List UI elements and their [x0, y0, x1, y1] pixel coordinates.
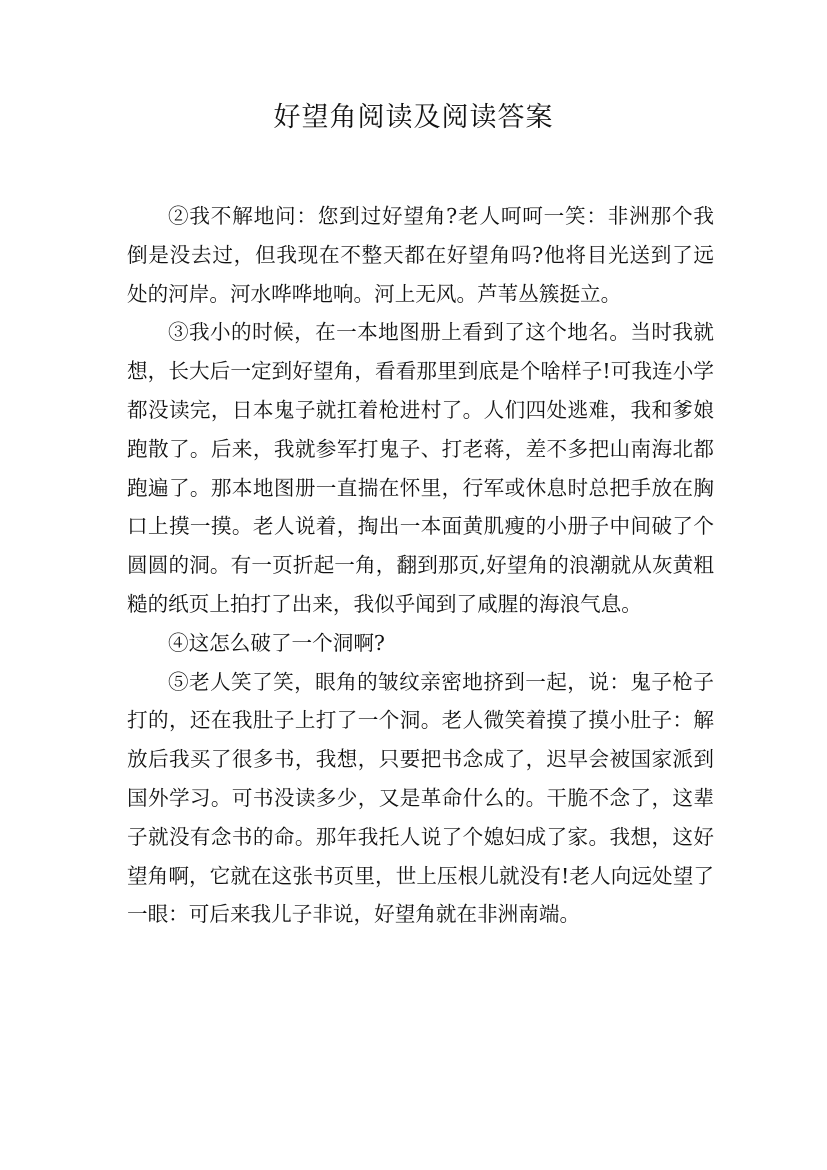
paragraph-5: ⑤老人笑了笑，眼角的皱纹亲密地挤到一起，说：鬼子枪子打的，还在我肚子上打了一个洞。老人微笑着摸了摸小肚子：解放后我买了很多书，我想，只要把书念成了，迟早会被国家派到国外学习。可书没读多少，又是革命什么的。干脆不念了，这辈子就没有念书的命。那年我托人说了个媳妇成了家。我想，这好望角啊，它就在这张书页里，世上压根儿就没有!老人向远处望了一眼：可后来我儿子非说，好望角就在非洲南端。 — [127, 669, 714, 927]
document-body — [127, 197, 714, 934]
paragraph-3: ③我小的时候，在一本地图册上看到了这个地名。当时我就想，长大后一定到好望角，看看那里到底是个啥样子!可我连小学都没读完，日本鬼子就扛着枪进村了。人们四处逃难，我和爹娘跑散了。后来，我就参军打鬼子、打老蒋，差不多把山南海北都跑遍了。那本地图册一直揣在怀里，行军或休息时总把手放在胸口上摸一摸。老人说着，掏出一本面黄肌瘦的小册子中间破了个圆圆的洞。有一页折起一角，翻到那页,好望角的浪潮就从灰黄粗糙的纸页上拍打了出来，我似乎闻到了咸腥的海浪气息。 — [127, 320, 714, 616]
document-title: 好望角阅读及阅读答案 — [273, 102, 554, 133]
paragraph-4: ④这怎么破了一个洞啊? — [168, 630, 385, 655]
paragraph-2: ②我不解地问：您到过好望角?老人呵呵一笑：非洲那个我倒是没去过，但我现在不整天都在好望角吗?他将目光送到了远处的河岸。河水哗哗地响。河上无风。芦苇丛簇挺立。 — [127, 204, 714, 306]
